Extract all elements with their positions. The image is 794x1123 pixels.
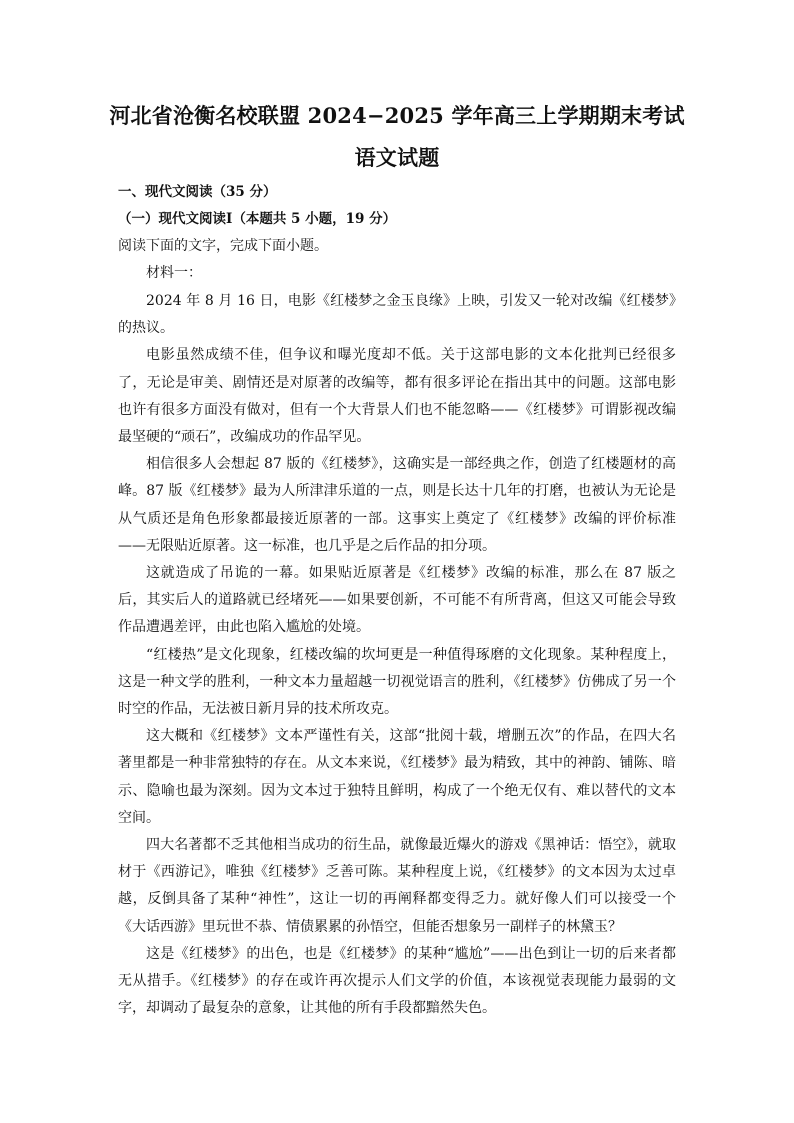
paragraph: 这大概和《红楼梦》文本严谨性有关，这部“批阅十载，增删五次”的作品，在四大名著里都是一种非常独特的存在。从文本来说，《红楼梦》最为精致，其中的神韵、铺陈、暗示、隐喻也最为深刻。因为文本过于独特且鲜明，构成了一个绝无仅有、难以替代的文本空间。	[118, 728, 676, 826]
paragraph: 2024 年 8 月 16 日，电影《红楼梦之金玉良缘》上映，引发又一轮对改编《红楼梦》的热议。	[118, 293, 676, 337]
instruction-text: 阅读下面的文字，完成下面小题。	[118, 238, 328, 254]
exam-title: 河北省沧衡名校联盟 2024−2025 学年高三上学期期末考试	[109, 103, 685, 128]
section-heading: 一、现代文阅读（35 分）	[118, 184, 277, 200]
paragraph: 这是《红楼梦》的出色，也是《红楼梦》的某种“尴尬”——出色到让一切的后来者都无从措手。《红楼梦》的存在或许再次提示人们文学的价值，本该视觉表现能力最弱的文字，却调动了最复杂的意象，让其他的所有手段都黯然失色。	[118, 945, 676, 1017]
paragraph: “红楼热”是文化现象，红楼改编的坎坷更是一种值得琢磨的文化现象。某种程度上，这是一种文学的胜利，一种文本力量超越一切视觉语言的胜利，《红楼梦》仿佛成了另一个时空的作品，无法被日新月异的技术所攻克。	[118, 646, 676, 718]
exam-subtitle: 语文试题	[354, 145, 440, 170]
paragraph: 电影虽然成绩不佳，但争议和曝光度却不低。关于这部电影的文本化批判已经很多了，无论是审美、剧情还是对原著的改编等，都有很多评论在指出其中的问题。这部电影也许有很多方面没有做对，但有一个大背景人们也不能忽略——《红楼梦》可谓影视改编最坚硬的“顽石”，改编成功的作品罕见。	[118, 347, 676, 446]
material-label: 材料一：	[146, 265, 202, 281]
paragraph: 四大名著都不乏其他相当成功的衍生品，就像最近爆火的游戏《黑神话：悟空》，就取材于《西游记》，唯独《红楼梦》乏善可陈。某种程度上说，《红楼梦》的文本因为太过卓越，反倒具备了某种“神性”，这让一切的再阐释都变得乏力。就好像人们可以接受一个《大话西游》里玩世不恭、情债累累的孙悟空，但能否想象另一副样子的林黛玉？	[118, 837, 676, 935]
paragraph: 这就造成了吊诡的一幕。如果贴近原著是《红楼梦》改编的标准，那么在 87 版之后，其实后人的道路就已经堵死——如果要创新，不可能不有所背离，但这又可能会导致作品遭遇差评，由此也陷入尴尬的处境。	[118, 565, 676, 636]
subsection-heading: （一）现代文阅读Ⅰ（本题共 5 小题，19 分）	[118, 211, 397, 227]
article-body	[118, 288, 676, 1022]
paragraph: 相信很多人会想起 87 版的《红楼梦》，这确实是一部经典之作，创造了红楼题材的高峰。87 版《红楼梦》最为人所津津乐道的一点，则是长达十几年的打磨，也被认为无论是从气质还是角色形象都最接近原著的一部。这事实上奠定了《红楼梦》改编的评价标准——无限贴近原著。这一标准，也几乎是之后作品的扣分项。	[118, 456, 676, 554]
